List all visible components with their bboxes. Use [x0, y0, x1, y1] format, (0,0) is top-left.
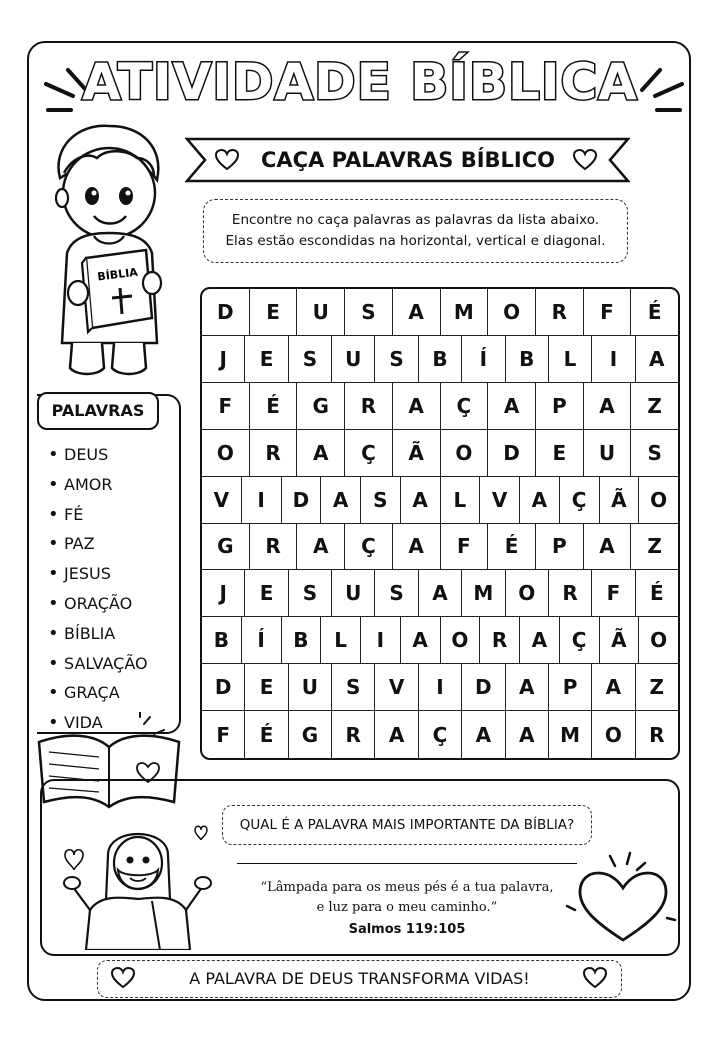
grid-cell[interactable]: P	[536, 383, 584, 430]
grid-cell[interactable]: Ã	[600, 477, 640, 524]
grid-cell[interactable]: O	[639, 477, 678, 524]
verse-text	[232, 878, 582, 918]
grid-cell[interactable]: D	[282, 477, 322, 524]
grid-cell[interactable]: Ç	[345, 524, 393, 571]
word-search-grid	[200, 287, 680, 760]
grid-cell[interactable]: Ã	[393, 430, 441, 477]
grid-cell[interactable]: Ã	[600, 617, 640, 664]
grid-cell[interactable]: A	[393, 289, 441, 336]
grid-cell[interactable]: R	[345, 383, 393, 430]
grid-cell[interactable]: O	[592, 711, 635, 758]
grid-cell[interactable]: D	[462, 664, 505, 711]
grid-cell[interactable]: A	[584, 383, 632, 430]
grid-cell[interactable]: F	[592, 570, 635, 617]
grid-row	[202, 477, 678, 524]
grid-cell[interactable]: Í	[462, 336, 505, 383]
word-list-title: PALAVRAS	[37, 392, 159, 430]
word-list-item: • BÍBLIA	[48, 619, 148, 649]
grid-cell[interactable]: S	[289, 570, 332, 617]
grid-cell[interactable]: V	[480, 477, 520, 524]
grid-cell[interactable]: Z	[636, 664, 678, 711]
instructions-line-2: Elas estão escondidas na horizontal, vertical e diagonal.	[225, 233, 606, 249]
grid-cell[interactable]: A	[592, 664, 635, 711]
heart-left-icon	[214, 148, 240, 172]
grid-cell[interactable]: R	[649, 722, 665, 747]
grid-cell[interactable]: P	[536, 524, 584, 571]
grid-cell[interactable]: I	[592, 336, 635, 383]
page-title: ATIVIDADE BÍBLICA	[82, 53, 638, 111]
footer-heart-right-icon	[582, 966, 608, 990]
grid-row	[202, 617, 678, 664]
grid-cell[interactable]: É	[488, 524, 536, 571]
grid-cell[interactable]: Ç	[419, 711, 462, 758]
word-list-item: • JESUS	[48, 559, 148, 589]
grid-cell[interactable]: O	[488, 289, 536, 336]
book-label: BÍBLIA	[96, 265, 139, 284]
grid-cell[interactable]: U	[584, 430, 632, 477]
grid-cell[interactable]: B	[506, 336, 549, 383]
boy-holding-bible-illustration	[42, 118, 177, 383]
grid-cell[interactable]: U	[332, 570, 375, 617]
grid-cell[interactable]: F	[584, 289, 632, 336]
question-box: QUAL É A PALAVRA MAIS IMPORTANTE DA BÍBLIA?	[222, 805, 592, 845]
grid-cell[interactable]: Ç	[560, 477, 600, 524]
page-subtitle: CAÇA PALAVRAS BÍBLICO	[261, 148, 555, 172]
grid-cell[interactable]: A	[419, 570, 462, 617]
grid-cell[interactable]: É	[245, 711, 288, 758]
grid-cell[interactable]: S	[631, 430, 678, 477]
grid-cell[interactable]: U	[297, 289, 345, 336]
grid-cell[interactable]: S	[361, 477, 401, 524]
grid-cell[interactable]: O	[202, 430, 250, 477]
grid-cell[interactable]: Z	[631, 383, 678, 430]
grid-cell[interactable]: E	[245, 664, 288, 711]
grid-cell[interactable]: A	[297, 430, 345, 477]
grid-cell[interactable]: V	[375, 664, 418, 711]
grid-cell[interactable]: Ç	[345, 430, 393, 477]
grid-cell[interactable]: I	[419, 664, 462, 711]
grid-row	[202, 289, 678, 336]
grid-row	[202, 430, 678, 477]
grid-cell[interactable]: A	[393, 524, 441, 571]
grid-cell[interactable]: S	[332, 664, 375, 711]
grid-cell[interactable]: R	[536, 289, 584, 336]
grid-cell[interactable]: P	[549, 664, 592, 711]
grid-cell[interactable]: A	[375, 711, 418, 758]
grid-cell[interactable]: A	[506, 711, 549, 758]
grid-cell[interactable]: B	[282, 617, 322, 664]
grid-cell[interactable]: D	[488, 430, 536, 477]
grid-cell[interactable]: A	[297, 524, 345, 571]
grid-cell[interactable]: Í	[242, 617, 282, 664]
jesus-illustration	[60, 815, 230, 950]
word-list-item: • GRAÇA	[48, 678, 148, 708]
grid-cell[interactable]: S	[345, 289, 393, 336]
instructions-line-1: Encontre no caça palavras as palavras da lista abaixo.	[231, 212, 600, 228]
grid-cell[interactable]: A	[393, 383, 441, 430]
grid-cell[interactable]: É	[631, 289, 678, 336]
grid-cell[interactable]: O	[639, 617, 678, 664]
grid-cell[interactable]: A	[520, 617, 560, 664]
grid-cell[interactable]: J	[202, 570, 245, 617]
big-heart-icon	[555, 848, 680, 948]
grid-cell[interactable]: A	[401, 477, 441, 524]
grid-cell[interactable]: I	[242, 477, 282, 524]
word-list-item: • SALVAÇÃO	[48, 649, 148, 679]
grid-cell[interactable]: A	[488, 383, 536, 430]
grid-cell[interactable]: F	[202, 383, 250, 430]
grid-cell[interactable]: Ç	[560, 617, 600, 664]
grid-cell[interactable]: U	[289, 664, 332, 711]
grid-cell[interactable]: S	[289, 336, 332, 383]
grid-cell[interactable]: L	[441, 477, 481, 524]
grid-cell[interactable]: Ç	[441, 383, 489, 430]
grid-cell[interactable]: S	[375, 570, 418, 617]
grid-cell[interactable]: D	[202, 289, 250, 336]
word-list-item: • AMOR	[48, 470, 148, 500]
word-list	[48, 440, 148, 738]
grid-cell[interactable]: B	[419, 336, 462, 383]
grid-cell[interactable]: G	[289, 711, 332, 758]
grid-cell[interactable]: D	[202, 664, 245, 711]
grid-row	[202, 711, 678, 758]
footer-heart-left-icon	[110, 966, 136, 990]
grid-cell[interactable]: J	[202, 336, 245, 383]
grid-cell[interactable]: A	[401, 617, 441, 664]
grid-cell[interactable]: R	[332, 711, 375, 758]
grid-cell[interactable]: R	[549, 570, 592, 617]
answer-line[interactable]	[237, 863, 577, 864]
word-list-item: • FÉ	[48, 500, 148, 530]
grid-cell[interactable]: A	[636, 336, 678, 383]
grid-cell[interactable]: I	[361, 617, 401, 664]
grid-cell[interactable]: M	[462, 570, 505, 617]
grid-cell[interactable]: E	[245, 336, 288, 383]
grid-row	[202, 570, 678, 617]
grid-cell[interactable]: É	[250, 383, 298, 430]
grid-row	[202, 383, 678, 430]
word-list-item: • ORAÇÃO	[48, 589, 148, 619]
grid-cell[interactable]: U	[332, 336, 375, 383]
grid-cell[interactable]: B	[202, 617, 242, 664]
grid-cell[interactable]: F	[441, 524, 489, 571]
grid-cell[interactable]: S	[375, 336, 418, 383]
grid-cell[interactable]: R	[250, 524, 298, 571]
grid-cell[interactable]: O	[441, 430, 489, 477]
grid-cell[interactable]: E	[250, 289, 298, 336]
grid-cell[interactable]: L	[321, 617, 361, 664]
grid-cell[interactable]: A	[321, 477, 361, 524]
grid-cell[interactable]: A	[506, 664, 549, 711]
instructions-box	[203, 199, 628, 263]
grid-cell[interactable]: M	[441, 289, 489, 336]
grid-cell[interactable]: O	[441, 617, 481, 664]
grid-row	[202, 664, 678, 711]
grid-cell[interactable]: G	[297, 383, 345, 430]
word-list-item: • DEUS	[48, 440, 148, 470]
grid-cell[interactable]: É	[636, 570, 678, 617]
grid-cell[interactable]: R	[250, 430, 298, 477]
grid-row	[202, 336, 678, 383]
grid-cell[interactable]: Z	[631, 524, 678, 571]
verse-line-1: “Lâmpada para os meus pés é a tua palavra,	[260, 880, 554, 895]
grid-cell[interactable]: A	[520, 477, 560, 524]
grid-cell[interactable]: E	[536, 430, 584, 477]
grid-cell[interactable]: R	[480, 617, 520, 664]
grid-row	[202, 524, 678, 571]
word-list-item: • VIDA	[48, 708, 148, 738]
grid-cell[interactable]: A	[462, 711, 505, 758]
grid-cell[interactable]: L	[549, 336, 592, 383]
grid-cell[interactable]: F	[202, 711, 245, 758]
grid-cell[interactable]: O	[506, 570, 549, 617]
grid-cell[interactable]: G	[202, 524, 250, 571]
verse-line-2: e luz para o meu caminho.”	[316, 900, 498, 915]
grid-cell[interactable]: M	[549, 711, 592, 758]
grid-cell[interactable]: A	[584, 524, 632, 571]
word-list-item: • PAZ	[48, 529, 148, 559]
footer-banner: A PALAVRA DE DEUS TRANSFORMA VIDAS!	[97, 960, 622, 998]
verse-reference: Salmos 119:105	[348, 922, 466, 937]
grid-cell[interactable]: E	[245, 570, 288, 617]
grid-cell[interactable]: V	[202, 477, 242, 524]
